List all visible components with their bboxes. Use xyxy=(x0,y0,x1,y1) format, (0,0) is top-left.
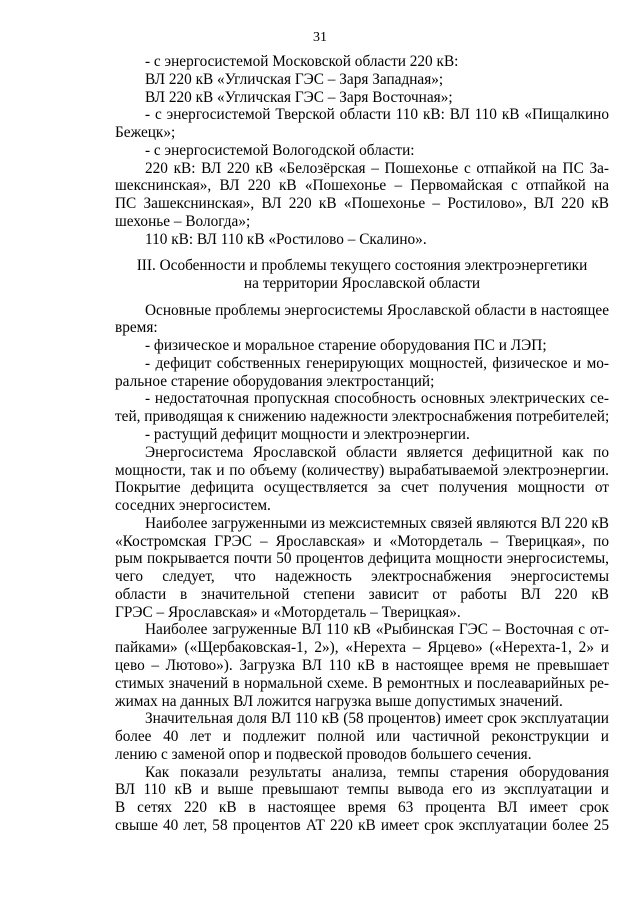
text-line: пайками» («Щербаковская-1, 2»), «Нерехта – Ярцево» («Нерехта-1, 2» и xyxy=(115,639,609,656)
page-number: 31 xyxy=(313,30,327,45)
text-line: чего следует, что надежность электроснабжения энергосистемы xyxy=(115,568,609,585)
text-line: ВЛ 110 кВ и выше превышают темпы вывода его из эксплуатации и xyxy=(115,781,609,798)
text-line: - недостаточная пропускная способность основных электрических се- xyxy=(145,390,609,407)
text-line: - физическое и моральное старение оборудования ПС и ЛЭП; xyxy=(145,337,547,354)
text-line: время: xyxy=(115,319,158,336)
text-line: Основные проблемы энергосистемы Ярославской области в настоящее xyxy=(145,302,609,319)
text-line: - с энергосистемой Московской области 220 кВ: xyxy=(145,53,459,70)
text-line: Энергосистема Ярославской области является дефицитной как по xyxy=(145,444,609,461)
text-line: соседних энергосистем. xyxy=(115,497,271,514)
text-line: Покрытие дефицита осуществляется за счет получения мощности от xyxy=(115,479,609,496)
text-line: цево – Лютово»). Загрузка ВЛ 110 кВ в настоящее время не превышает xyxy=(115,657,609,674)
text-line: тей, приводящая к снижению надежности электроснабжения потребителей; xyxy=(115,408,610,425)
text-line: ральное старение оборудования электростанций; xyxy=(115,373,435,390)
text-line: В сетях 220 кВ в настоящее время 63 процента ВЛ имеет срок xyxy=(115,799,609,816)
text-line: Наиболее загруженные ВЛ 110 кВ «Рыбинская ГЭС – Восточная с от- xyxy=(145,621,609,638)
text-line: 220 кВ: ВЛ 220 кВ «Белозёрская – Пошехонье с отпайкой на ПС За- xyxy=(145,160,609,177)
text-line: - растущий дефицит мощности и электроэнергии. xyxy=(145,426,470,443)
text-line: ПС Зашекснинская», ВЛ 220 кВ «Пошехонье – Ростилово», ВЛ 220 кВ xyxy=(115,195,609,212)
text-line: Значительная доля ВЛ 110 кВ (58 процентов) имеет срок эксплуатации xyxy=(145,710,609,727)
text-line: Наиболее загруженными из межсистемных связей являются ВЛ 220 кВ xyxy=(145,515,609,532)
text-line: свыше 40 лет, 58 процентов АТ 220 кВ имеет срок эксплуатации более 25 xyxy=(115,817,609,834)
text-line: области в значительной степени зависит от работы ВЛ 220 кВ xyxy=(115,586,609,603)
text-line: - с энергосистемой Тверской области 110 кВ: ВЛ 110 кВ «Пищалкино xyxy=(145,106,609,123)
text-line: стимых значений в нормальной схеме. В ремонтных и послеаварийных ре- xyxy=(115,675,609,692)
text-line: более 40 лет и подлежит полной или частичной реконструкции и xyxy=(115,728,609,745)
text-line: шехонье – Вологда»; xyxy=(115,213,251,230)
text-line: Как показали результаты анализа, темпы старения оборудования xyxy=(145,764,609,781)
text-line: мощности, так и по объему (количеству) вырабатываемой электроэнергии. xyxy=(115,462,609,479)
section-heading-line: на территории Ярославской области xyxy=(243,275,481,292)
text-line: - с энергосистемой Вологодской области: xyxy=(145,142,415,159)
text-line: «Костромская ГРЭС – Ярославская» и «Мотордеталь – Тверицкая», по xyxy=(115,533,609,550)
text-line: - дефицит собственных генерирующих мощностей, физическое и мо- xyxy=(145,355,609,372)
text-line: 110 кВ: ВЛ 110 кВ «Ростилово – Скалино». xyxy=(145,231,427,248)
section-heading-line: III. Особенности и проблемы текущего состояния электроэнергетики xyxy=(136,257,588,274)
text-line: ВЛ 220 кВ «Угличская ГЭС – Заря Западная»; xyxy=(145,71,444,88)
text-line: лению с заменой опор и подвеской проводов большего сечения. xyxy=(115,746,532,763)
text-line: ГРЭС – Ярославская» и «Мотордеталь – Тверицкая». xyxy=(115,604,461,621)
text-line: Бежецк»; xyxy=(115,124,176,141)
text-line: рым покрывается почти 50 процентов дефицита мощности энергосистемы, xyxy=(115,550,609,567)
text-line: ВЛ 220 кВ «Угличская ГЭС – Заря Восточная»; xyxy=(145,89,453,106)
text-line: жимах на данных ВЛ ложится нагрузка выше допустимых значений. xyxy=(115,693,563,710)
text-line: шекснинская», ВЛ 220 кВ «Пошехонье – Первомайская с отпайкой на xyxy=(115,177,609,194)
